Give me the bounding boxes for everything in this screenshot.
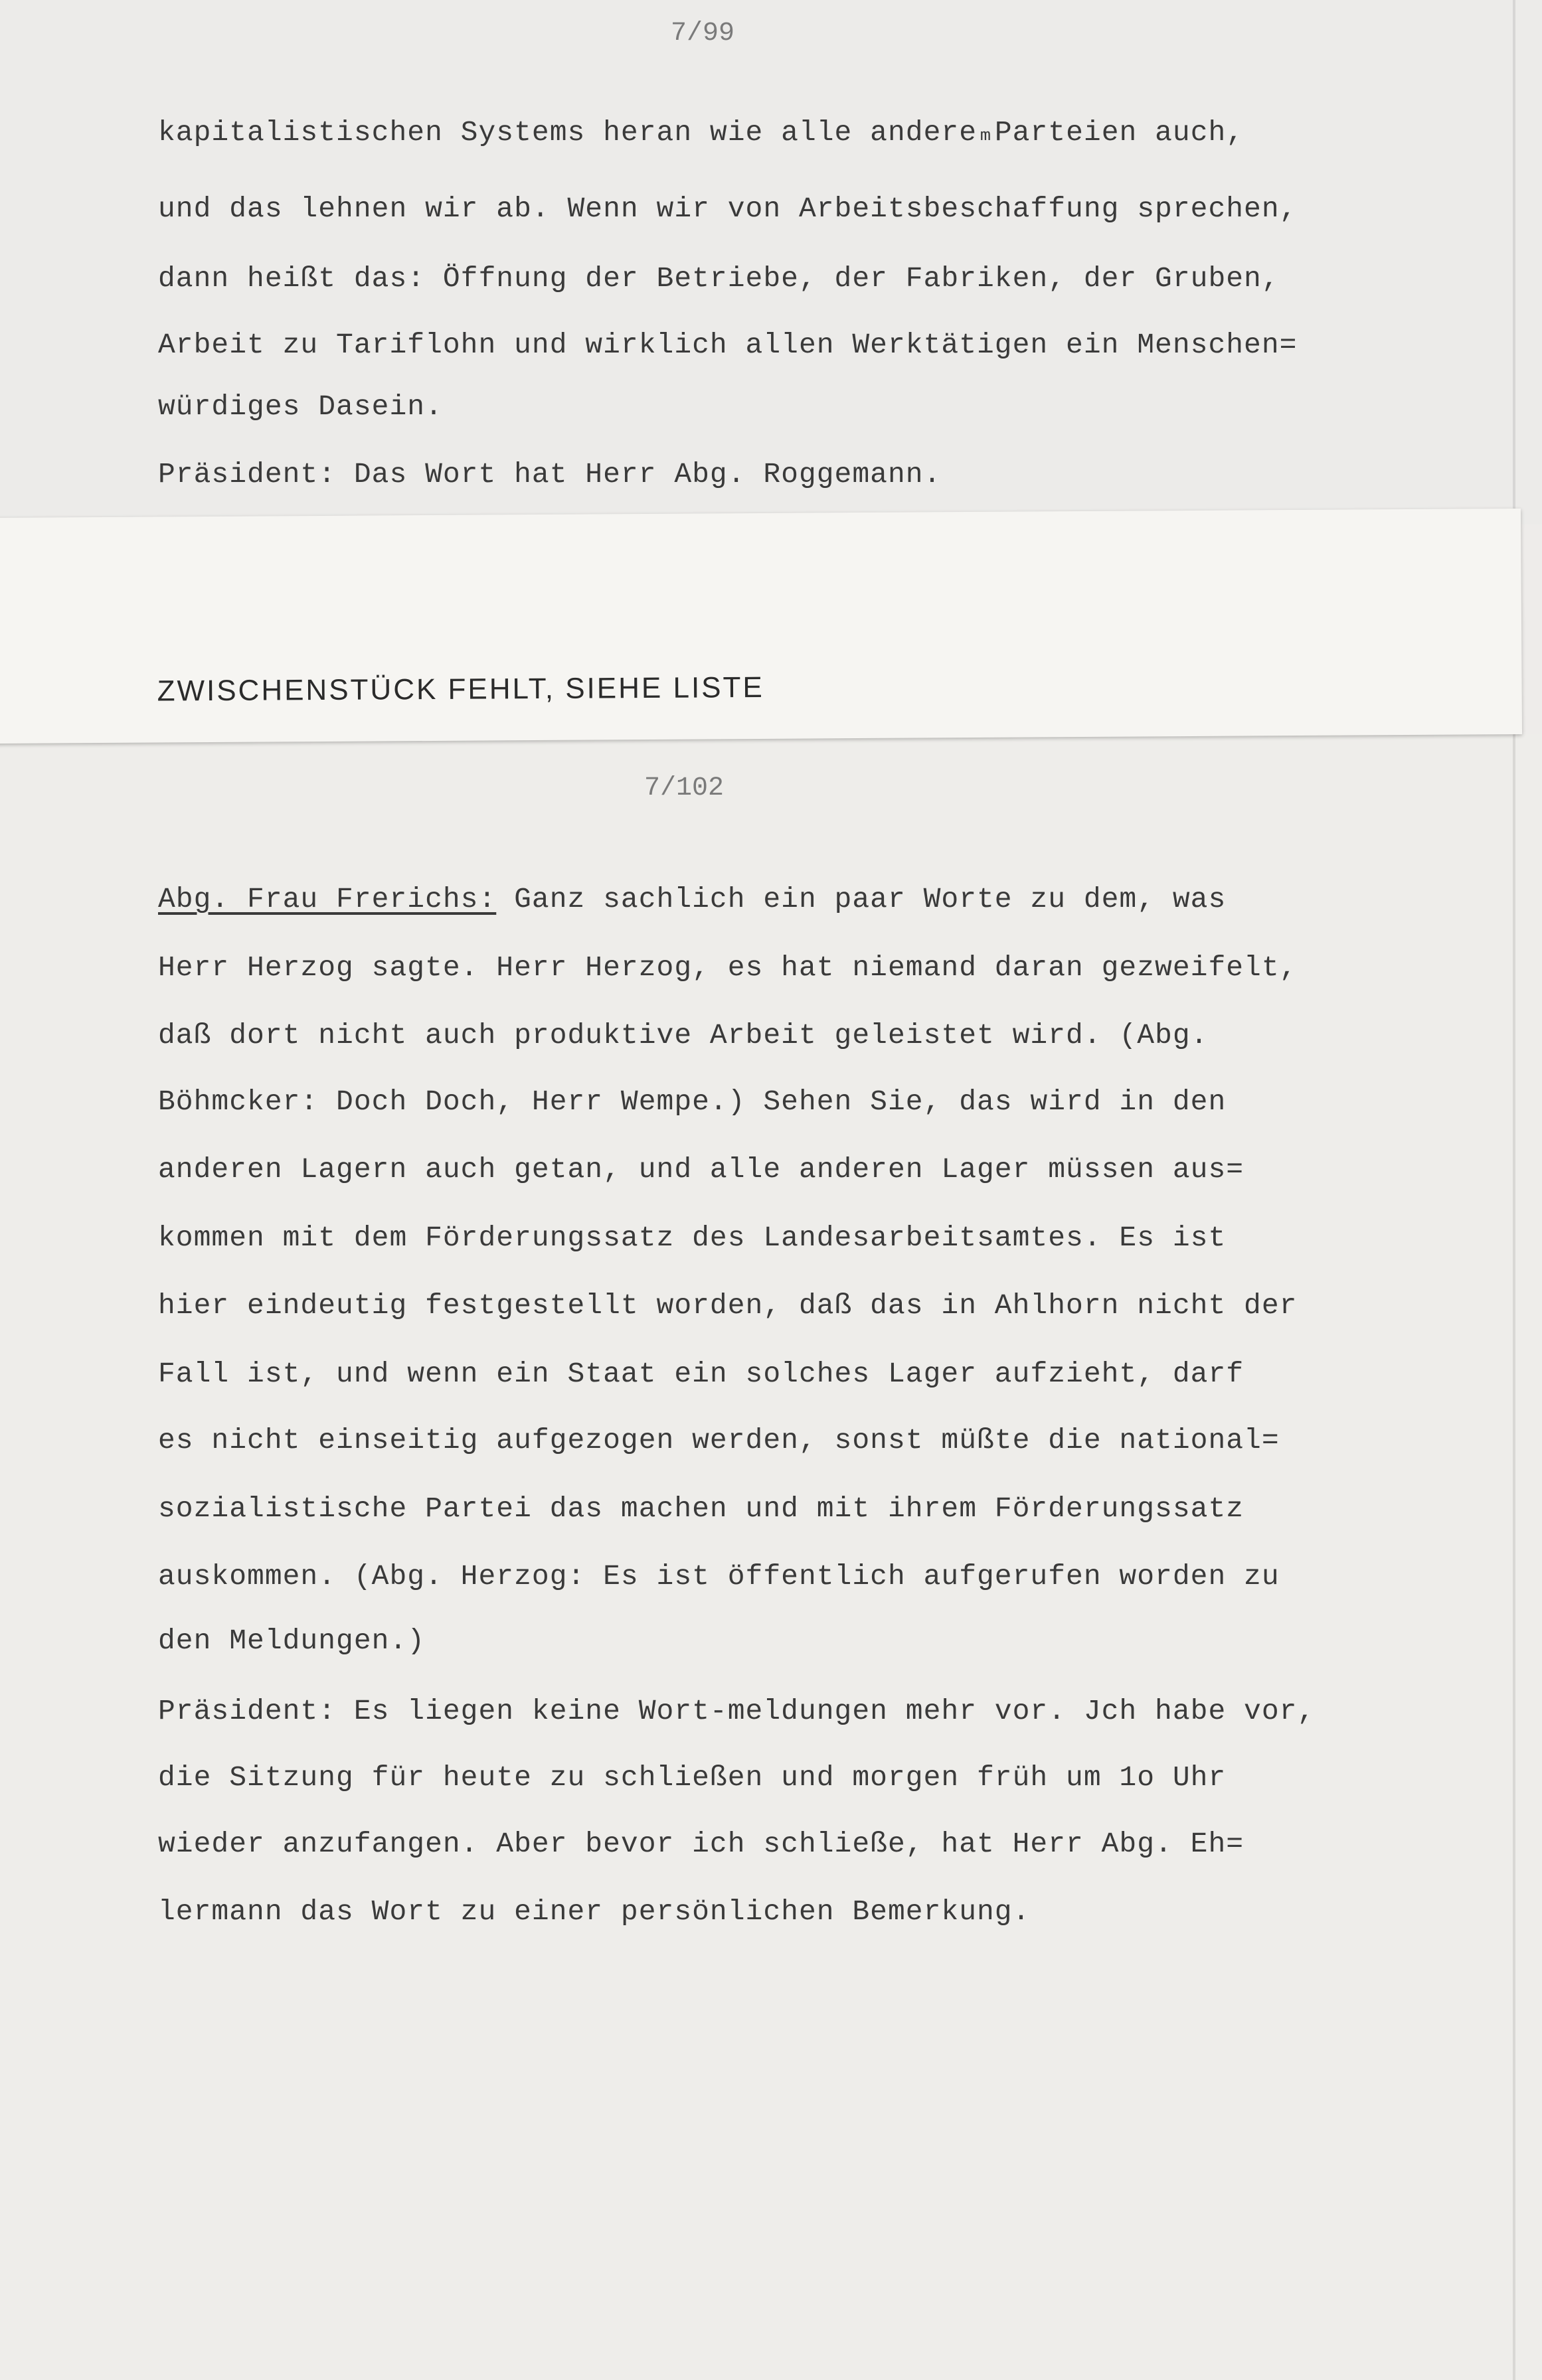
text-line: auskommen. (Abg. Herzog: Es ist öffentlich aufgerufen worden zu bbox=[158, 1560, 1280, 1593]
text-line: Präsident: Das Wort hat Herr Abg. Roggemann. bbox=[158, 458, 942, 491]
text-line: Böhmcker: Doch Doch, Herr Wempe.) Sehen Sie, das wird in den bbox=[158, 1085, 1227, 1118]
text-line: Herr Herzog sagte. Herr Herzog, es hat niemand daran gezweifelt, bbox=[158, 951, 1298, 984]
text-line: lermann das Wort zu einer persönlichen Bemerkung. bbox=[158, 1895, 1031, 1928]
text-line: Präsident: Es liegen keine Wort-meldungen mehr vor. Jch habe vor, bbox=[158, 1695, 1316, 1727]
text-line: anderen Lagern auch getan, und alle anderen Lager müssen aus= bbox=[158, 1153, 1244, 1186]
text-line: kommen mit dem Förderungssatz des Landesarbeitsamtes. Es ist bbox=[158, 1222, 1227, 1254]
header-page-number: 7/99 bbox=[671, 19, 735, 48]
text-line: und das lehnen wir ab. Wenn wir von Arbeitsbeschaffung sprechen, bbox=[158, 193, 1298, 225]
section-page-number: 7/102 bbox=[644, 773, 725, 803]
text-line: den Meldungen.) bbox=[158, 1625, 426, 1657]
text-line: kapitalistischen Systems heran wie alle andereₘParteien auch, bbox=[158, 116, 1244, 149]
speech-start: Ganz sachlich ein paar Worte zu dem, was bbox=[496, 883, 1227, 915]
speaker-name: Abg. Frau Frerichs: bbox=[158, 883, 497, 915]
text-line: daß dort nicht auch produktive Arbeit geleistet wird. (Abg. bbox=[158, 1019, 1209, 1052]
text-line: wieder anzufangen. Aber bevor ich schließe, hat Herr Abg. Eh= bbox=[158, 1828, 1244, 1860]
text-line: hier eindeutig festgestellt worden, daß das in Ahlhorn nicht der bbox=[158, 1289, 1298, 1322]
bottom-sheet bbox=[0, 734, 1542, 2380]
text-line: dann heißt das: Öffnung der Betriebe, der Fabriken, der Gruben, bbox=[158, 262, 1280, 295]
text-line: Arbeit zu Tariflohn und wirklich allen Werktätigen ein Menschen= bbox=[158, 329, 1298, 361]
page-edge-shadow bbox=[1513, 0, 1515, 2380]
strip-label: ZWISCHENSTÜCK FEHLT, SIEHE LISTE bbox=[157, 671, 764, 708]
text-line: es nicht einseitig aufgezogen werden, sonst müßte die national= bbox=[158, 1424, 1280, 1457]
missing-section-strip bbox=[0, 509, 1522, 744]
text-line: würdiges Dasein. bbox=[158, 390, 443, 423]
text-line: sozialistische Partei das machen und mit ihrem Förderungssatz bbox=[158, 1492, 1244, 1525]
top-sheet bbox=[0, 0, 1542, 524]
text-line: Fall ist, und wenn ein Staat ein solches Lager aufzieht, darf bbox=[158, 1358, 1244, 1390]
text-line: die Sitzung für heute zu schließen und morgen früh um 1o Uhr bbox=[158, 1761, 1227, 1794]
speaker-line bbox=[158, 883, 1226, 915]
